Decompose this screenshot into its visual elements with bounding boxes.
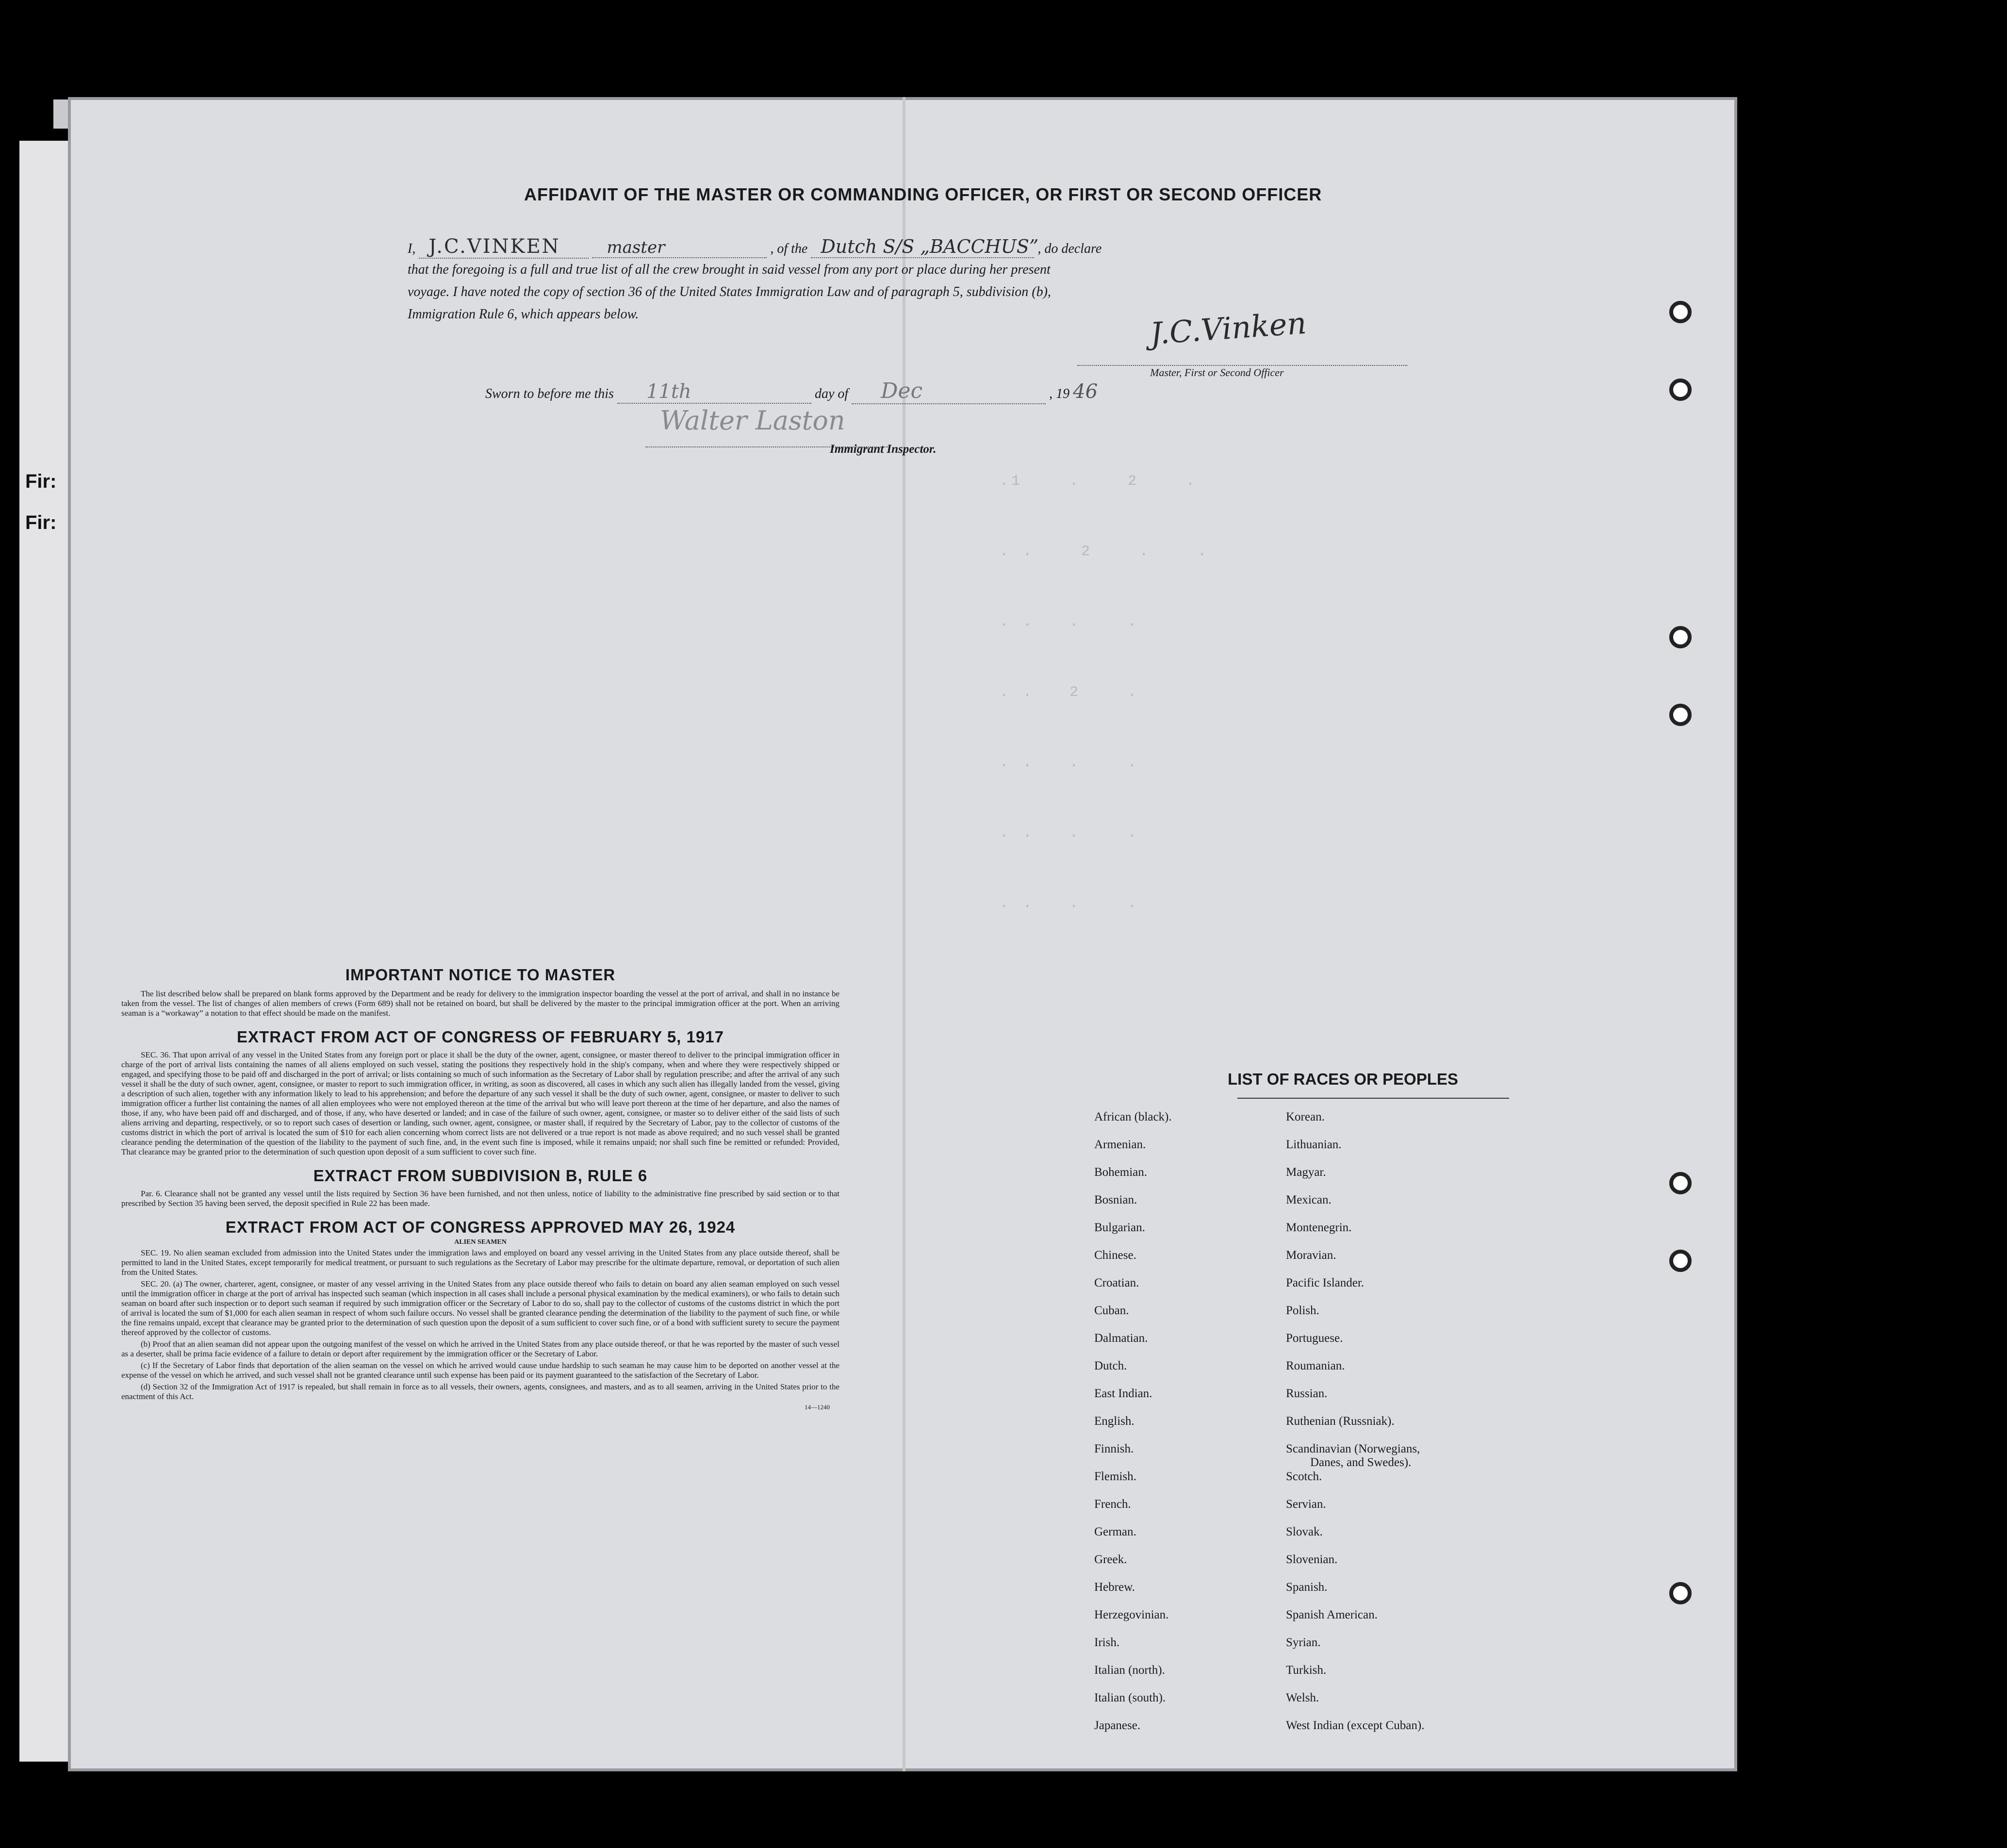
extract-1924-sec20b: (b) Proof that an alien seaman did not appear upon the outgoing manifest of the vessel on which he arrived in the United States from any place outside thereof, or that he was reported by the master of such vessel as a deserter, shall be prima facie evidence of a failure to detain or deport after requirement by the immigration officer or the Secretary of Labor. (121, 1339, 839, 1358)
race-item: East Indian. (1094, 1387, 1152, 1400)
race-item: Servian. (1286, 1498, 1326, 1511)
extract-rule6-text: Par. 6. Clearance shall not be granted any vessel until the lists required by Section 36 have been furnished, and not then unless, notice of liability to the administrative fine prescribed by said section or to that prescribed by Section 35 having been served, the deposit specified in Rule 22 has been made. (121, 1189, 839, 1208)
inspector-caption: Immigrant Inspector. (830, 443, 937, 456)
affidavit-line-4: Immigration Rule 6, which appears below. (408, 307, 639, 322)
notice-section (121, 966, 839, 1411)
extract-1924-sec20a: SEC. 20. (a) The owner, charterer, agent, consignee, or master of any vessel arriving in the United States from any place outside thereof who fails to detain on board any alien seaman employed on such vessel until the immigration officer in charge at the port of arrival has inspected such seaman (which inspection in all cases shall include a personal physical examination by the medical examiners), or who fails to detain such seaman on board after such inspection or to deport such seaman if required by such immigration officer or the Secretary of Labor to do so, shall pay to the collector of customs of the customs district in which the port of arrival is located the sum of $1,000 for each alien seaman in respect of whom such failure occurs. No vessel shall be granted clearance pending the determination of the liability to the payment of such fine, or while the fine remains unpaid, except that clearance may be granted prior to the determination of such question upon the deposit of a sum sufficient to cover such fine, or of a bond with sufficient surety to secure the payment thereof approved by the collector of customs. (121, 1279, 839, 1337)
sworn-day: 11th (617, 380, 811, 404)
affidavit-do-declare: , do declare (1037, 241, 1102, 256)
race-item: Korean. (1286, 1110, 1325, 1123)
race-item: Irish. (1094, 1636, 1120, 1649)
race-item: Dutch. (1094, 1359, 1127, 1372)
race-item: Mexican. (1286, 1193, 1332, 1206)
extract-1924-subtitle: ALIEN SEAMEN (454, 1238, 507, 1246)
sworn-year: 46 (1073, 380, 1098, 403)
race-item: Ruthenian (Russniak). (1286, 1415, 1395, 1428)
race-item: Cuban. (1094, 1304, 1129, 1317)
race-item: Montenegrin. (1286, 1221, 1352, 1234)
race-item: Hebrew. (1094, 1581, 1135, 1594)
race-item: Bulgarian. (1094, 1221, 1145, 1234)
race-item: Scandinavian (Norwegians, (1286, 1442, 1420, 1455)
master-name: J.C.VINKEN (419, 235, 589, 259)
vessel-name: Dutch S/S „BACCHUS” (811, 236, 1034, 258)
notice-text: The list described below shall be prepared on blank forms approved by the Department and be ready for delivery to the immigration inspector boarding the vessel at the port of arrival, and shall in no instance be taken from the vessel. The list of changes of alien members of crews (Form 689) shall not be retained on board, but shall be delivered by the master to the principal immigration officer at the port. When an arriving seaman is a “workaway” a notation to that effect should be made on the manifest. (121, 989, 839, 1018)
race-item: Spanish. (1286, 1581, 1328, 1594)
sworn-day-of: day of (814, 386, 849, 401)
extract-1924-sec20c: (c) If the Secretary of Labor finds that deportation of the alien seaman on the vessel on which he arrived would cause undue hardship to such seaman he may cause him to be deported on another vessel at the expense of the vessel on which he arrived, and such vessel shall not be granted clearance until such expense has been paid or its payment guaranteed to the satisfaction of the Secretary of Labor. (121, 1361, 839, 1380)
affidavit-line-1 (408, 235, 1102, 259)
race-item: Bohemian. (1094, 1166, 1148, 1179)
race-item: Dalmatian. (1094, 1332, 1148, 1345)
binder-hole-5 (1669, 1172, 1692, 1194)
race-item: Croatian. (1094, 1276, 1139, 1289)
binder-hole-6 (1669, 1250, 1692, 1272)
binder-hole-1 (1669, 301, 1692, 323)
margin-label-2: Fir: (25, 512, 57, 533)
race-item: Chinese. (1094, 1249, 1136, 1262)
race-item: Lithuanian. (1286, 1138, 1342, 1151)
binder-hole-4 (1669, 704, 1692, 726)
race-item: Welsh. (1286, 1691, 1319, 1704)
race-item: Moravian. (1286, 1249, 1336, 1262)
sworn-month: Dec (852, 379, 1046, 404)
race-item: Pacific Islander. (1286, 1276, 1365, 1289)
race-item: Polish. (1286, 1304, 1319, 1317)
extract-rule6-title: EXTRACT FROM SUBDIVISION B, RULE 6 (313, 1167, 648, 1185)
affidavit-i: I, (408, 241, 416, 256)
race-item: African (black). (1094, 1110, 1172, 1123)
binder-hole-3 (1669, 626, 1692, 648)
race-item: Armenian. (1094, 1138, 1146, 1151)
form-number: 14—1240 (805, 1403, 830, 1411)
binder-hole-7 (1669, 1582, 1692, 1604)
margin-label-1: Fir: (25, 471, 57, 492)
race-item: Finnish. (1094, 1442, 1134, 1455)
race-item: Italian (south). (1094, 1691, 1166, 1704)
sworn-year-prefix: , 19 (1049, 386, 1070, 401)
page-fold (903, 97, 905, 1771)
race-item: Spanish American. (1286, 1608, 1378, 1621)
manifest-page (68, 97, 1737, 1771)
races-title: LIST OF RACES OR PEOPLES (1228, 1070, 1458, 1088)
race-item: Bosnian. (1094, 1193, 1137, 1206)
affidavit-of-the: , of the (770, 241, 808, 256)
race-item: German. (1094, 1525, 1136, 1538)
race-item: Syrian. (1286, 1636, 1321, 1649)
race-item: Slovak. (1286, 1525, 1323, 1538)
race-item: Danes, and Swedes). (1310, 1456, 1412, 1469)
affidavit-line-3: voyage. I have noted the copy of section 36 of the United States Immigration Law and of paragraph 5, subdivision (b), (408, 284, 1051, 299)
extract-1924-title: EXTRACT FROM ACT OF CONGRESS APPROVED MAY 26, 1924 (225, 1218, 736, 1236)
extract-1924-sec19: SEC. 19. No alien seaman excluded from admission into the United States under the immigration laws and employed on board any vessel arriving in the United States from any place outside thereof, shall be permitted to land in the United States, except temporarily for medical treatment, or pursuant to such regulations as the Secretary of Labor may prescribe for the ultimate departure, removal, or deportation of such alien from the United States. (121, 1248, 839, 1277)
bleed-through-column: .1 . 2 . . . 2 . . . . . . . . 2 . . . . . . . . . . . . . (1000, 473, 1210, 912)
race-item: English. (1094, 1415, 1135, 1428)
affidavit-title: AFFIDAVIT OF THE MASTER OR COMMANDING OFFICER, OR FIRST OR SECOND OFFICER (524, 184, 1322, 204)
race-item: West Indian (except Cuban). (1286, 1719, 1425, 1732)
extract-1917-text: SEC. 36. That upon arrival of any vessel in the United States from any foreign port or place it shall be the duty of the owner, agent, consignee, or master thereof to deliver to the principal immigration officer in charge of the port of arrival lists containing the names of all aliens employed on such vessel, stating the positions they respectively hold in the ship's company, when and where they were respectively shipped or engaged, and specifying those to be paid off and discharged in the port of arrival; or lists containing so much of such information as the Secretary of Labor shall by regulation prescribe; and after the arrival of any such vessel it shall be the duty of such owner, agent, consignee, or master to report to such immigration officer, in writing, as soon as discovered, all cases in which any such alien has illegally landed from the vessel, giving a description of such alien, together with any information likely to lead to his apprehension; and before the departure of any such vessel it shall be the duty of such owner, agent, consignee, or master to deliver to such immigration officer a further list containing the names of all alien employees who were not employed thereon at the time of the arrival but who will leave port thereon at the time of her departure, and also the names of those, if any, who have been paid off and discharged, and of those, if any, who have deserted or landed; and in case of the failure of such owner, agent, consignee, or master so to deliver either of the said lists of such aliens arriving and departing, respectively, or so to report such cases of desertion or landing, such owner, agent, consignee, or master shall, if required by the Secretary of Labor, pay to the collector of customs of the customs district in which the port of arrival is located the sum of $10 for each alien concerning whom correct lists are not delivered or a true report is not made as above required; and no such vessel shall be granted clearance pending the determination of the question of the liability to the payment of such fine, and, in the event such fine is imposed, while it remains unpaid; nor shall such fine be remitted or refunded: Provided, That clearance may be granted prior to the determination of such question upon deposit of a sum sufficient to cover such fine. (121, 1050, 839, 1156)
race-item: Turkish. (1286, 1664, 1327, 1677)
race-item: Herzegovinian. (1094, 1608, 1169, 1621)
races-title-rule (1237, 1098, 1509, 1099)
race-item: Scotch. (1286, 1470, 1322, 1483)
binder-hole-2 (1669, 379, 1692, 401)
notice-title: IMPORTANT NOTICE TO MASTER (345, 966, 616, 984)
master-rank: master (592, 238, 767, 258)
race-item: Greek. (1094, 1553, 1127, 1566)
affidavit-line-2: that the foregoing is a full and true list of all the crew brought in said vessel from any port or place during her present (408, 262, 1051, 277)
race-item: Russian. (1286, 1387, 1328, 1400)
race-item: Slovenian. (1286, 1553, 1338, 1566)
race-item: Magyar. (1286, 1166, 1326, 1179)
signer-caption: Master, First or Second Officer (1150, 366, 1284, 379)
sworn-prefix: Sworn to before me this (485, 386, 614, 401)
master-signature: J.C.Vinken (1149, 305, 1308, 352)
race-item: Portuguese. (1286, 1332, 1343, 1345)
race-item: Italian (north). (1094, 1664, 1165, 1677)
extract-1924-sec20d: (d) Section 32 of the Immigration Act of 1917 is repealed, but shall remain in force as to all vessels, their owners, agents, consignees, and masters, and as to all seamen, arriving in the United States prior to the enactment of this Act. (121, 1382, 839, 1401)
signature-line (1077, 365, 1407, 366)
race-item: Flemish. (1094, 1470, 1136, 1483)
inspector-signature: Walter Laston (660, 405, 845, 436)
extract-1917-title: EXTRACT FROM ACT OF CONGRESS OF FEBRUARY 5, 1917 (237, 1028, 724, 1046)
race-item: Japanese. (1094, 1719, 1141, 1732)
sworn-line (485, 379, 1098, 404)
race-item: Roumanian. (1286, 1359, 1345, 1372)
race-item: French. (1094, 1498, 1131, 1511)
